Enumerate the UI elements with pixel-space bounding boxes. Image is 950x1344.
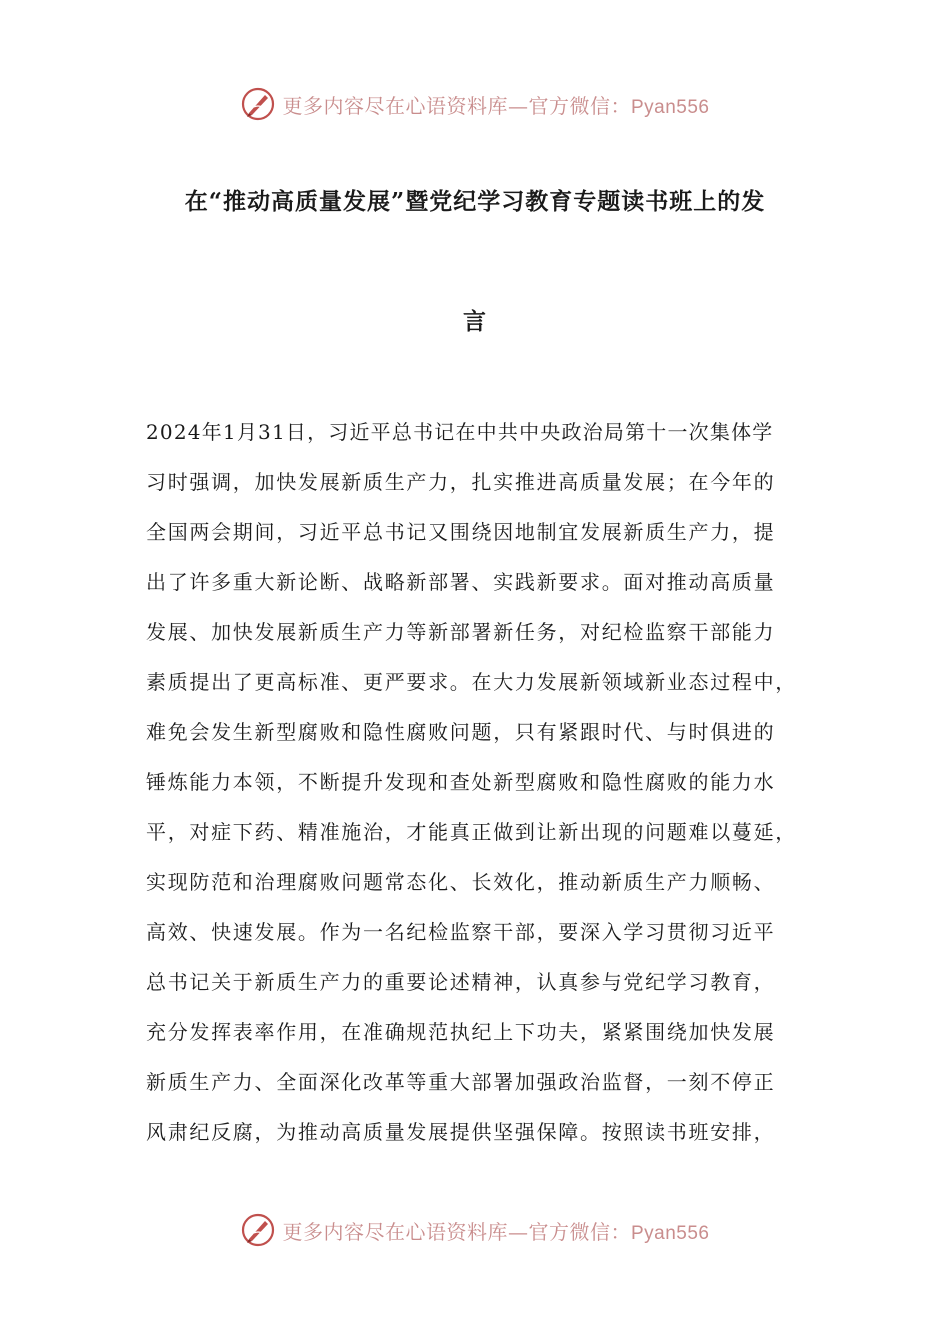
body-line: 素质提出了更高标准、更严要求。在大力发展新领域新业态过程中， bbox=[146, 670, 797, 694]
body-line: 风肃纪反腐，为推动高质量发展提供坚强保障。按照读书班安排， bbox=[146, 1120, 776, 1144]
pen-logo-icon bbox=[240, 86, 276, 122]
body-line: 全国两会期间，习近平总书记又围绕因地制宜发展新质生产力，提 bbox=[146, 520, 776, 544]
body-line: 2024年1月31日，习近平总书记在中共中央政治局第十一次集体学 bbox=[146, 420, 774, 444]
body-line: 实现防范和治理腐败问题常态化、长效化，推动新质生产力顺畅、 bbox=[146, 870, 776, 894]
wechat-id: Pyan556 bbox=[630, 96, 710, 118]
body-line: 习时强调，加快发展新质生产力，扎实推进高质量发展；在今年的 bbox=[146, 470, 776, 494]
watermark-text: 更多内容尽在心语资料库—官方微信：Pyan556 bbox=[282, 1219, 710, 1244]
body-line: 总书记关于新质生产力的重要论述精神，认真参与党纪学习教育， bbox=[146, 970, 776, 994]
pen-logo-icon bbox=[240, 1212, 276, 1248]
document-body bbox=[146, 414, 826, 1164]
body-line: 锤炼能力本领，不断提升发现和查处新型腐败和隐性腐败的能力水 bbox=[146, 770, 776, 794]
body-line: 高效、快速发展。作为一名纪检监察干部，要深入学习贯彻习近平 bbox=[146, 920, 776, 944]
body-line: 发展、加快发展新质生产力等新部署新任务，对纪检监察干部能力 bbox=[146, 620, 776, 644]
body-line: 难免会发生新型腐败和隐性腐败问题，只有紧跟时代、与时俱进的 bbox=[146, 720, 776, 744]
watermark-text: 更多内容尽在心语资料库—官方微信：Pyan556 bbox=[282, 93, 710, 118]
body-line: 新质生产力、全面深化改革等重大部署加强政治监督，一刻不停正 bbox=[146, 1070, 776, 1094]
document-title-line-1: 在“推动高质量发展”暨党纪学习教育专题读书班上的发 bbox=[184, 188, 766, 215]
document-title-line-2: 言 bbox=[463, 308, 487, 335]
body-line: 出了许多重大新论断、战略新部署、实践新要求。面对推动高质量 bbox=[146, 570, 776, 594]
body-line: 充分发挥表率作用，在准确规范执纪上下功夫，紧紧围绕加快发展 bbox=[146, 1020, 776, 1044]
body-line: 平，对症下药、精准施治，才能真正做到让新出现的问题难以蔓延， bbox=[146, 820, 797, 844]
header-watermark bbox=[0, 84, 950, 124]
footer-watermark bbox=[0, 1210, 950, 1250]
wechat-id: Pyan556 bbox=[630, 1222, 710, 1244]
